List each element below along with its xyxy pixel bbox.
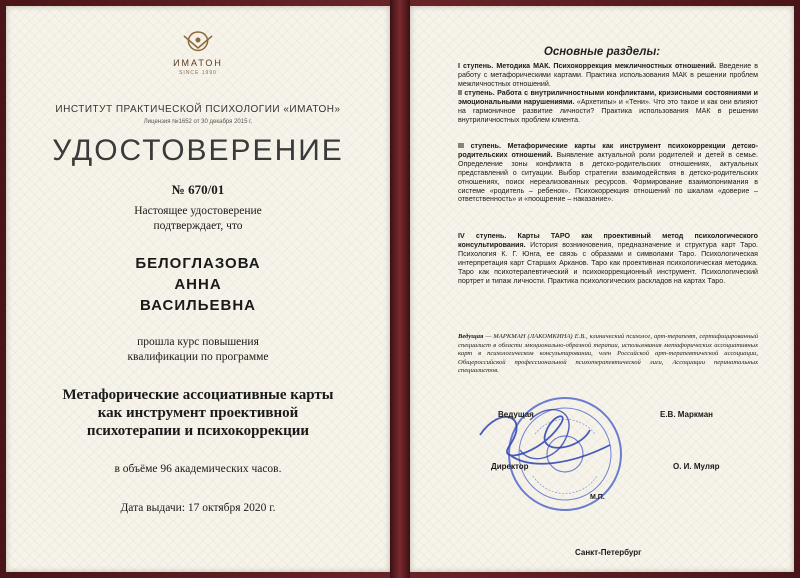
license-line: Лицензия №1652 от 30 декабря 2015 г. xyxy=(143,119,253,125)
left-page xyxy=(6,6,390,572)
section-1-body: Введение в работу с метафорическими картами. Практика использования МАК в решении проблем межличностных отношений. xyxy=(458,62,758,88)
passed-line-1: прошла курс повышения xyxy=(137,336,259,348)
cover-spine xyxy=(390,0,410,578)
sections-title: Основные разделы: xyxy=(543,46,661,58)
section-1-heading: I ступень. Методика МАК. Психокоррекция межличностных отношений. xyxy=(458,62,717,70)
stamp-place-mark: М.П. xyxy=(590,494,605,501)
holder-first-name: АННА xyxy=(174,276,222,293)
confirmation-text xyxy=(6,204,390,234)
section-3 xyxy=(458,142,758,204)
institute-name: ИНСТИТУТ ПРАКТИЧЕСКОЙ ПСИХОЛОГИИ «ИМАТОН» xyxy=(55,104,341,115)
section-2-heading: II ступень. Работа с внутриличностными конфликтами, кризисными состояниями и эмоциональными нарушениями. xyxy=(458,89,758,106)
holder-surname: БЕЛОГЛАЗОВА xyxy=(135,255,261,272)
imaton-logo-icon xyxy=(176,28,220,56)
signature-director-name: О. И. Муляр xyxy=(673,462,720,471)
course-line-2: как инструмент проективной xyxy=(97,405,299,421)
course-line-1: Метафорические ассоциативные карты xyxy=(62,387,334,403)
section-3-heading: III ступень. Метафорические карты как инструмент психокоррекции детско-родительских отношений. xyxy=(458,142,758,159)
signature-director-role: Директор xyxy=(491,462,529,471)
section-1 xyxy=(458,62,758,89)
city: Санкт-Петербург xyxy=(575,548,642,557)
document-title: УДОСТОВЕРЕНИЕ xyxy=(52,134,344,167)
section-2 xyxy=(458,89,758,125)
section-3-body: Выявление актуальной роли родителей и детей в семье. Определение зоны конфликта в детско-родительских отношениях, актуальных представлений о ситуации. Выбор стратегии взаимодействия в детско-родительских отношениях, поиск нереализованных ресурсов. Формирование взаимопонимания в системе «родитель – ребенок». Психокоррекция отношений по шкалам «доверие – ответственность» и «поощрение – наказание». xyxy=(458,150,758,204)
logo-since: SINCE 1990 xyxy=(179,70,217,76)
logo-text: ИМАТОН xyxy=(173,58,223,68)
course-volume: в объёме 96 академических часов. xyxy=(114,463,282,475)
holder-name xyxy=(6,253,390,316)
lead-text: — МАРКМАН (ЛАКОМКИНА) Е.В., клинический психолог, арт-терапевт, сертифицированный специалист в области эмоционально-образной терапии, использования метафорических ассоциативных карт в психологическом консультировании, член Российской арт-терапевтической ассоциации, Общероссийской профессиональной психотерапевтической лиги, Ассоциации перинатальных специалистов. xyxy=(458,333,758,375)
certificate-number: № 670/01 xyxy=(171,182,225,197)
lead-description xyxy=(458,333,758,376)
section-4-heading: IV ступень. Карты ТАРО как проективный метод психологического консультирования. xyxy=(458,232,758,249)
section-4 xyxy=(458,232,758,285)
section-4-body: История возникновения, предназначение и структура карт Таро. Психология К. Г. Юнга, ее связь с образами и символами Таро. Психологическая интерпретация карт Старших Арканов. Таро как проективная психологическая методика. Таро как психотерапевтический и психокоррекционный инструмент. Психологический портрет и типаж личности. Практика психологических раскладов на картах Таро. xyxy=(458,240,758,285)
section-2-body: «Архетипы» и «Тени». Что это такое и как они влияют на гармоничное развитие личности? Практика использования МАК в решении внутриличностных проблем клиента. xyxy=(458,97,758,124)
signature-lead-name: Е.В. Маркман xyxy=(660,410,713,419)
signature-lead-role: Ведущая xyxy=(498,410,534,419)
confirm-line-2: подтверждает, что xyxy=(153,220,243,232)
course-line-3: психотерапии и психокоррекции xyxy=(86,423,310,439)
course-passed-text xyxy=(6,335,390,365)
course-title xyxy=(6,386,390,440)
passed-line-2: квалификации по программе xyxy=(127,351,269,363)
handwritten-signature-icon xyxy=(470,395,630,485)
holder-patronymic: ВАСИЛЬЕВНА xyxy=(140,297,256,314)
lead-label: Ведущая xyxy=(458,333,484,340)
confirm-line-1: Настоящее удостоверение xyxy=(134,205,262,217)
issue-date: Дата выдачи: 17 октября 2020 г. xyxy=(120,502,276,514)
